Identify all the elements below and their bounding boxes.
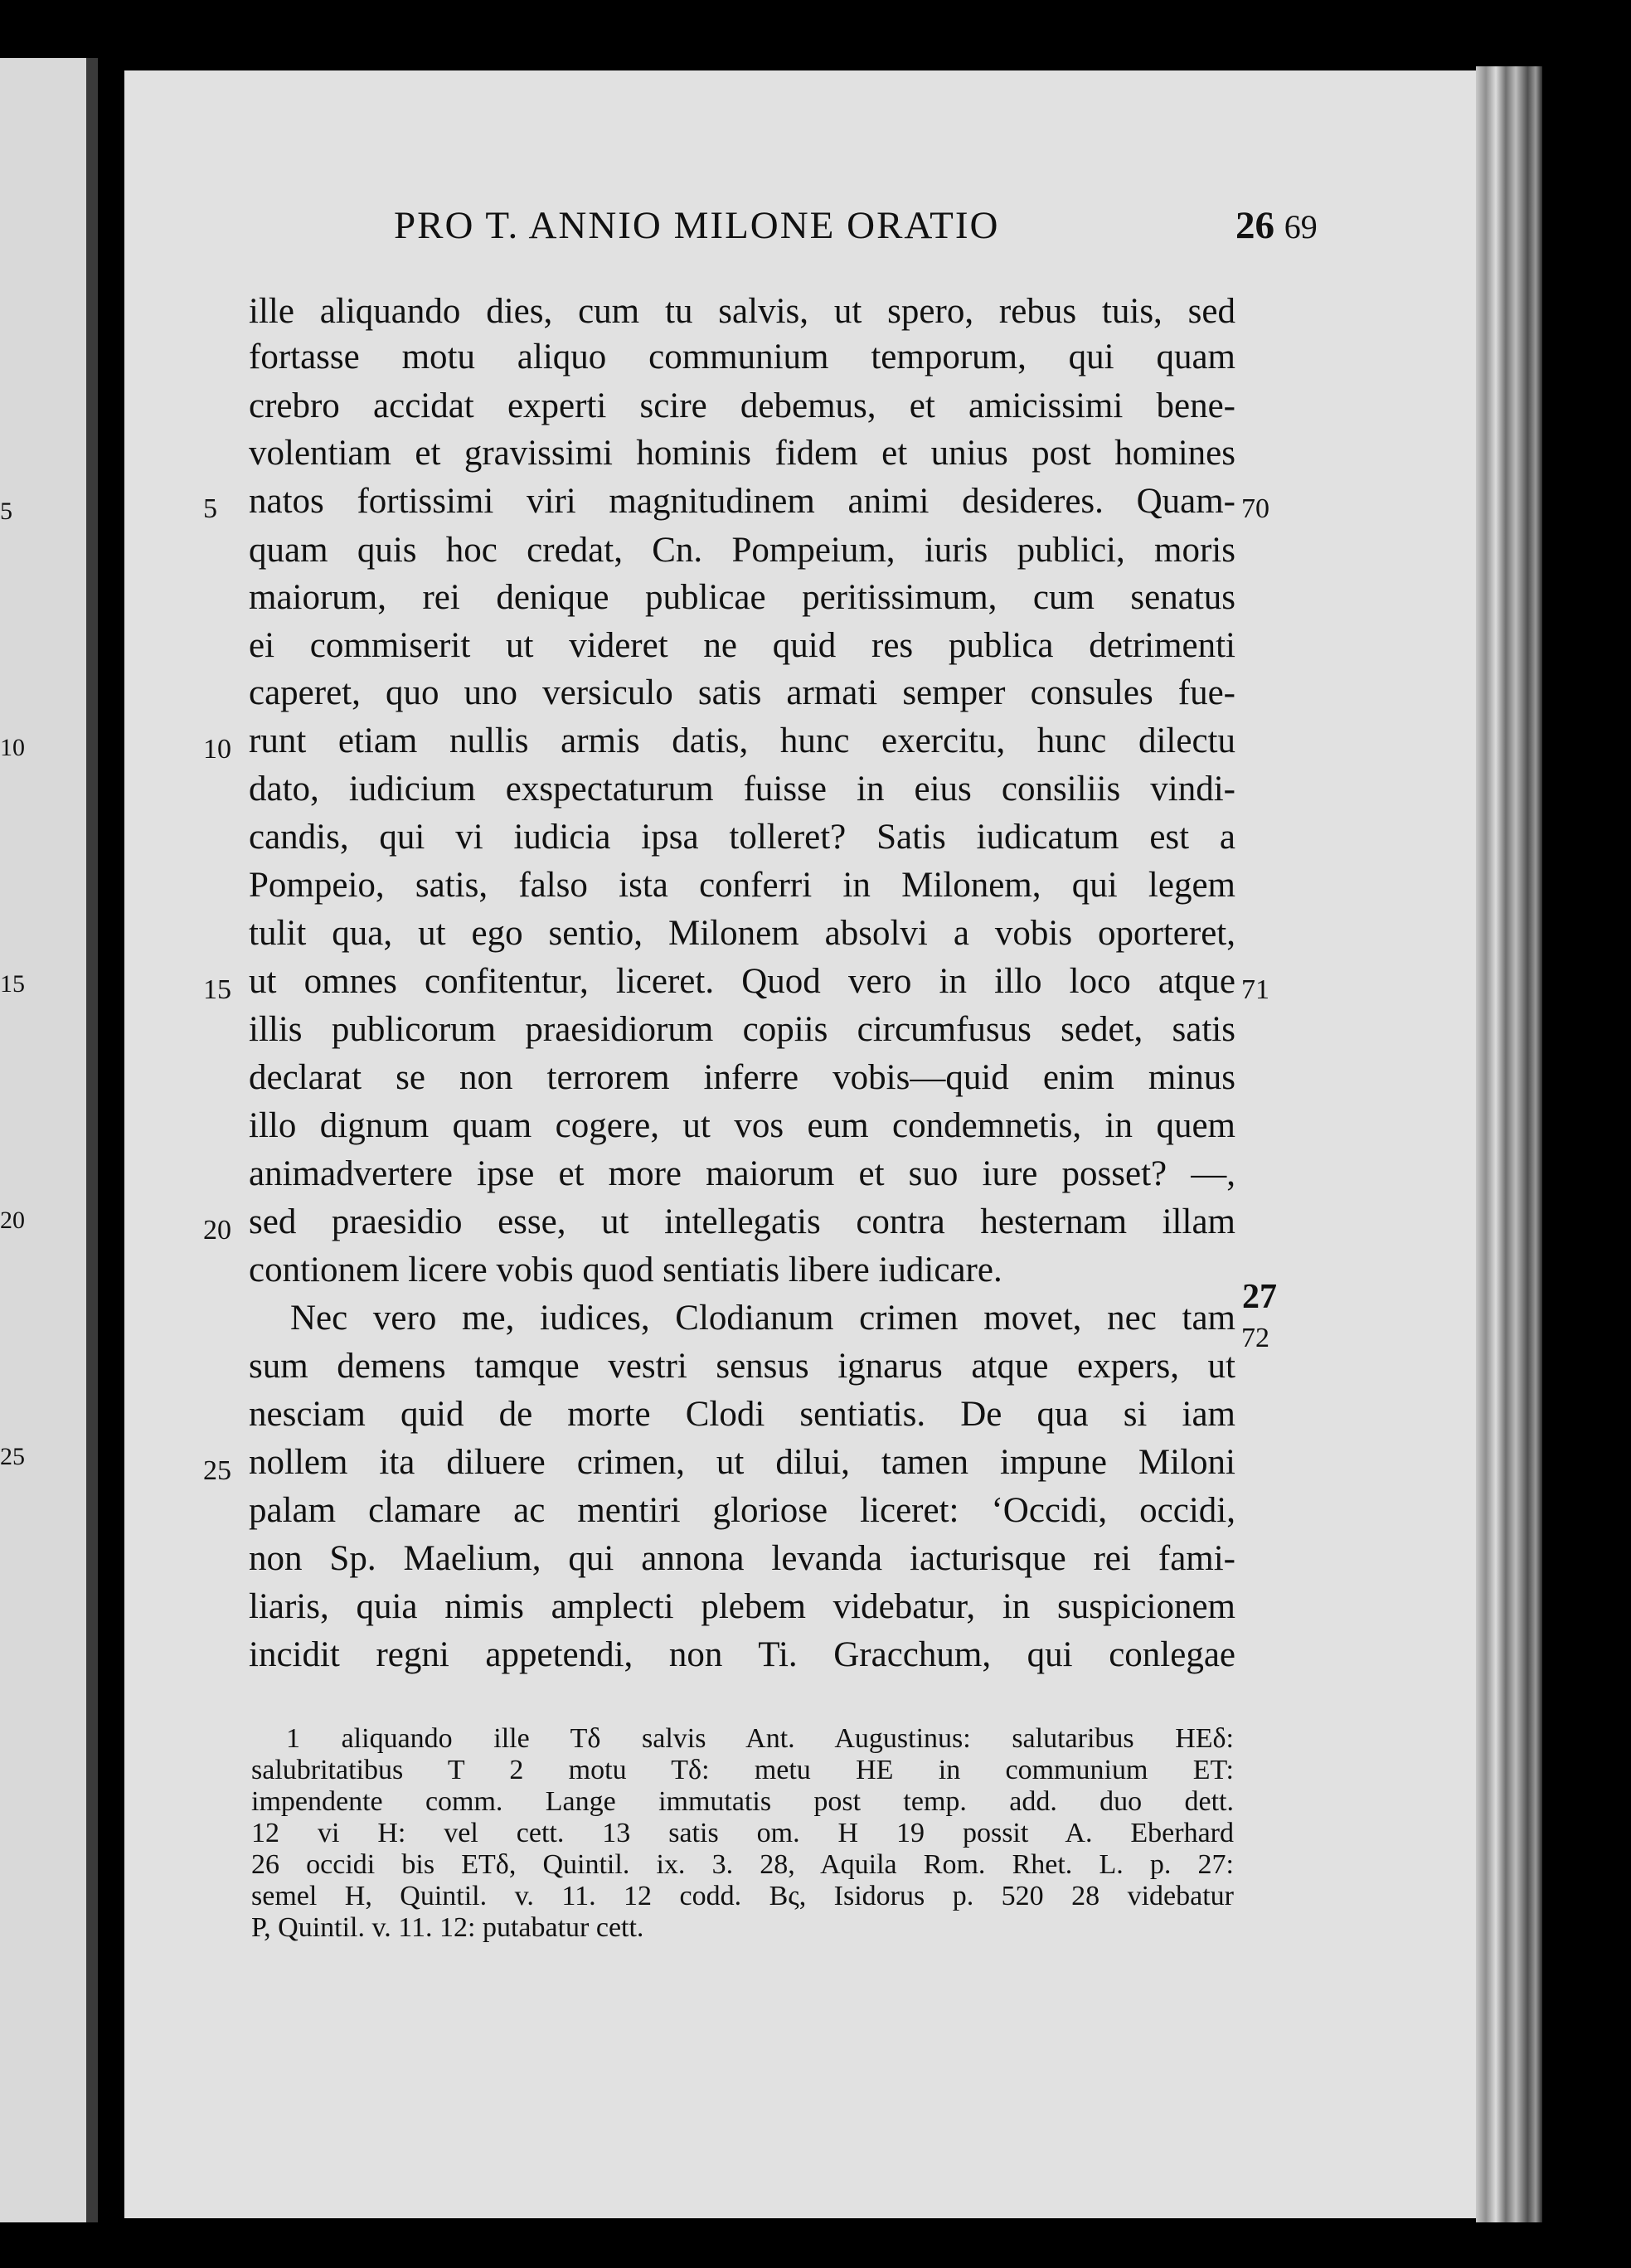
page-number-value: 26 — [1235, 204, 1274, 247]
running-head: PRO T. ANNIO MILONE ORATIO — [394, 204, 1000, 247]
text-line: sum demens tamque vestri sensus ignarus atque expers, ut — [249, 1347, 1235, 1386]
text-line: contionem licere vobis quod sentiatis libere iudicare. — [249, 1251, 1002, 1289]
page-stack-edge — [1476, 66, 1542, 2222]
text-line: declarat se non terrorem inferre vobis—quid enim minus — [249, 1058, 1235, 1097]
facing-line-number: 20 — [0, 1207, 25, 1234]
section-number: 27 — [1242, 1278, 1277, 1316]
text-line: illo dignum quam cogere, ut vos eum condemnetis, in quem — [249, 1106, 1235, 1145]
text-line: ille aliquando dies, cum tu salvis, ut spero, rebus tuis, sed — [249, 292, 1235, 331]
facing-line-number: 10 — [0, 734, 25, 761]
text-line: natos fortissimi viri magnitudinem animi desideres. Quam- — [249, 482, 1235, 521]
text-line: sed praesidio esse, ut intellegatis contra hesternam illam — [249, 1202, 1235, 1241]
text-line: liaris, quia nimis amplecti plebem videbatur, in suspicionem — [249, 1587, 1235, 1626]
line-number: 15 — [203, 974, 231, 1005]
text-line: nesciam quid de morte Clodi sentiatis. De qua si iam — [249, 1395, 1235, 1434]
text-line: caperet, quo uno versiculo satis armati semper consules fue- — [249, 673, 1235, 712]
gutter-shadow — [86, 58, 98, 2222]
text-line: maiorum, rei denique publicae peritissimum, cum senatus — [249, 578, 1235, 617]
facing-page-edge — [0, 58, 98, 2222]
text-line: tulit qua, ut ego sentio, Milonem absolvi a vobis oporteret, — [249, 914, 1235, 953]
text-line: volentiam et gravissimi hominis fidem et unius post homines — [249, 434, 1235, 473]
line-number: 20 — [203, 1215, 231, 1246]
text-line: palam clamare ac mentiri gloriose liceret: ‘Occidi, occidi, — [249, 1491, 1235, 1530]
line-number: 25 — [203, 1455, 231, 1486]
text-line: dato, iudicium exspectaturum fuisse in eius consiliis vindi- — [249, 770, 1235, 809]
text-line: non Sp. Maelium, qui annona levanda iacturisque rei fami- — [249, 1539, 1235, 1578]
text-line: ei commiserit ut videret ne quid res publica detrimenti — [249, 626, 1235, 665]
apparatus-line: 26 occidi bis ETδ, Quintil. ix. 3. 28, Aquila Rom. Rhet. L. p. 27: — [251, 1849, 1234, 1880]
apparatus-line: 12 vi H: vel cett. 13 satis om. H 19 possit A. Eberhard — [251, 1818, 1234, 1848]
apparatus-line: salubritatibus T 2 motu Tδ: metu HE in communium ET: — [251, 1755, 1234, 1785]
text-line: ut omnes confitentur, liceret. Quod vero in illo loco atque — [249, 962, 1235, 1001]
text-line-indented: Nec vero me, iudices, Clodianum crimen movet, nec tam — [290, 1299, 1235, 1338]
margin-paragraph-number: 72 — [1241, 1323, 1269, 1353]
text-line: animadvertere ipse et more maiorum et suo iure posset? —, — [249, 1154, 1235, 1193]
text-line: nollem ita diluere crimen, ut dilui, tamen impune Miloni — [249, 1443, 1235, 1482]
apparatus-line: impendente comm. Lange immutatis post temp. add. duo dett. — [251, 1786, 1234, 1817]
apparatus-line: 1 aliquando ille Tδ salvis Ant. Augustinus: salutaribus HEδ: — [286, 1723, 1234, 1754]
text-line: quam quis hoc credat, Cn. Pompeium, iuris publici, moris — [249, 531, 1235, 570]
text-line: Pompeio, satis, falso ista conferri in Milonem, qui legem — [249, 866, 1235, 905]
line-number: 10 — [203, 734, 231, 765]
margin-paragraph-number: 71 — [1241, 974, 1269, 1005]
margin-paragraph-number: 70 — [1241, 493, 1269, 524]
facing-line-number: 5 — [0, 498, 12, 525]
text-line: crebro accidat experti scire debemus, et amicissimi bene- — [249, 386, 1235, 425]
page-number — [1235, 203, 1318, 248]
text-line: incidit regni appetendi, non Ti. Gracchum, qui conlegae — [249, 1635, 1235, 1674]
line-number: 5 — [203, 493, 217, 524]
facing-line-number: 25 — [0, 1443, 25, 1470]
text-line: runt etiam nullis armis datis, hunc exercitu, hunc dilectu — [249, 721, 1235, 760]
text-line: fortasse motu aliquo communium temporum, qui quam — [249, 338, 1235, 376]
facing-line-number: 15 — [0, 970, 25, 998]
apparatus-line: semel H, Quintil. v. 11. 12 codd. Bς, Isidorus p. 520 28 videbatur — [251, 1881, 1234, 1911]
text-line: illis publicorum praesidiorum copiis circumfusus sedet, satis — [249, 1010, 1235, 1049]
chapter-marker: 69 — [1284, 208, 1318, 245]
text-line: candis, qui vi iudicia ipsa tolleret? Satis iudicatum est a — [249, 818, 1235, 857]
apparatus-line: P, Quintil. v. 11. 12: putabatur cett. — [251, 1912, 644, 1943]
